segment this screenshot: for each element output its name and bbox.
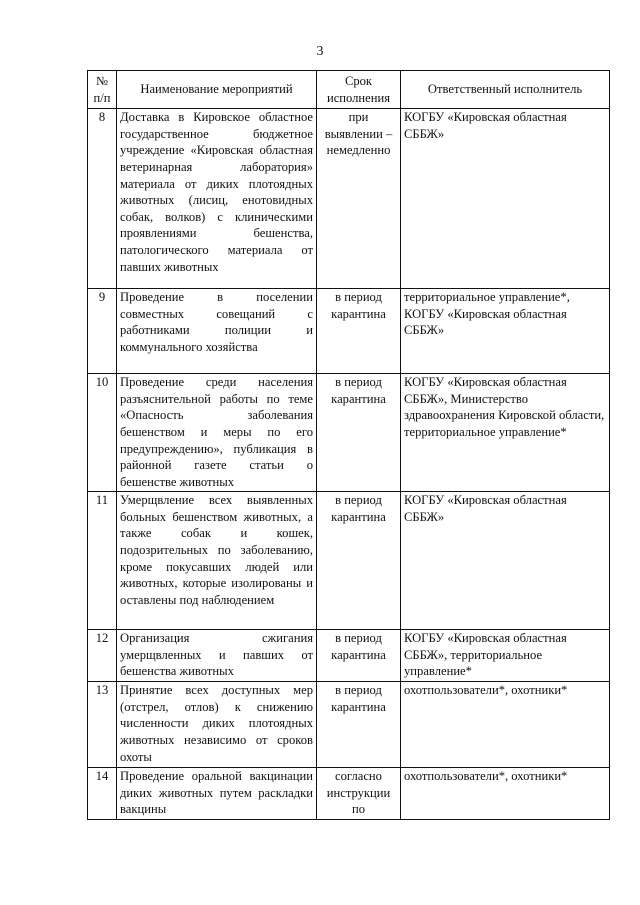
table-header-row — [88, 71, 610, 109]
row-activity: Принятие всех доступных мер (отстрел, отлов) к снижению численности диких плотоядных животных независимо от сроков охоты — [117, 682, 317, 768]
row-term: при выявлении – немедленно — [317, 109, 401, 289]
row-activity: Проведение среди населения разъяснительной работы по теме «Опасность заболевания бешенством и меры по его предупреждению», публикация в районной газете статьи о бешенстве животных — [117, 374, 317, 492]
row-num: 12 — [88, 630, 117, 682]
row-term: в период карантина — [317, 630, 401, 682]
row-term: согласно инструкции по — [317, 768, 401, 820]
row-activity: Проведение оральной вакцинации диких животных путем раскладки вакцины — [117, 768, 317, 820]
row-responsible: территориальное управление*, КОГБУ «Кировская областная СББЖ» — [401, 289, 610, 374]
row-activity: Организация сжигания умерщвленных и павших от бешенства животных — [117, 630, 317, 682]
row-responsible: КОГБУ «Кировская областная СББЖ», Министерство здравоохранения Кировской области, территориальное управление* — [401, 374, 610, 492]
row-term: в период карантина — [317, 374, 401, 492]
row-responsible: КОГБУ «Кировская областная СББЖ» — [401, 109, 610, 289]
header-term: Срок исполнения — [317, 71, 401, 109]
row-num: 8 — [88, 109, 117, 289]
table-row — [88, 492, 610, 630]
row-responsible: охотпользователи*, охотники* — [401, 768, 610, 820]
table-row — [88, 374, 610, 492]
row-term: в период карантина — [317, 289, 401, 374]
row-num: 10 — [88, 374, 117, 492]
table-row — [88, 682, 610, 768]
header-responsible: Ответственный исполнитель — [401, 71, 610, 109]
row-activity: Доставка в Кировское областное государственное бюджетное учреждение «Кировская областная ветеринарная лаборатория» материала от диких плотоядных животных (лисиц, енотовидных собак, волков) с клиническими проявлениями бешенства, патологического материала от павших животных — [117, 109, 317, 289]
row-activity: Проведение в поселении совместных совещаний с работниками полиции и коммунального хозяйства — [117, 289, 317, 374]
table-row — [88, 630, 610, 682]
header-num: № п/п — [88, 71, 117, 109]
row-num: 14 — [88, 768, 117, 820]
row-responsible: КОГБУ «Кировская областная СББЖ», территориальное управление* — [401, 630, 610, 682]
header-name: Наименование мероприятий — [117, 71, 317, 109]
row-responsible: КОГБУ «Кировская областная СББЖ» — [401, 492, 610, 630]
row-term: в период карантина — [317, 682, 401, 768]
row-num: 11 — [88, 492, 117, 630]
table-row — [88, 109, 610, 289]
row-activity: Умерщвление всех выявленных больных бешенством животных, а также собак и кошек, подозрительных по заболеванию, кроме покусавших людей или животных, которые изолированы и оставлены под наблюдением — [117, 492, 317, 630]
row-num: 9 — [88, 289, 117, 374]
page-number: 3 — [316, 44, 324, 59]
table-row — [88, 768, 610, 820]
row-num: 13 — [88, 682, 117, 768]
table-row — [88, 289, 610, 374]
row-term: в период карантина — [317, 492, 401, 630]
row-responsible: охотпользователи*, охотники* — [401, 682, 610, 768]
measures-table — [87, 70, 610, 820]
